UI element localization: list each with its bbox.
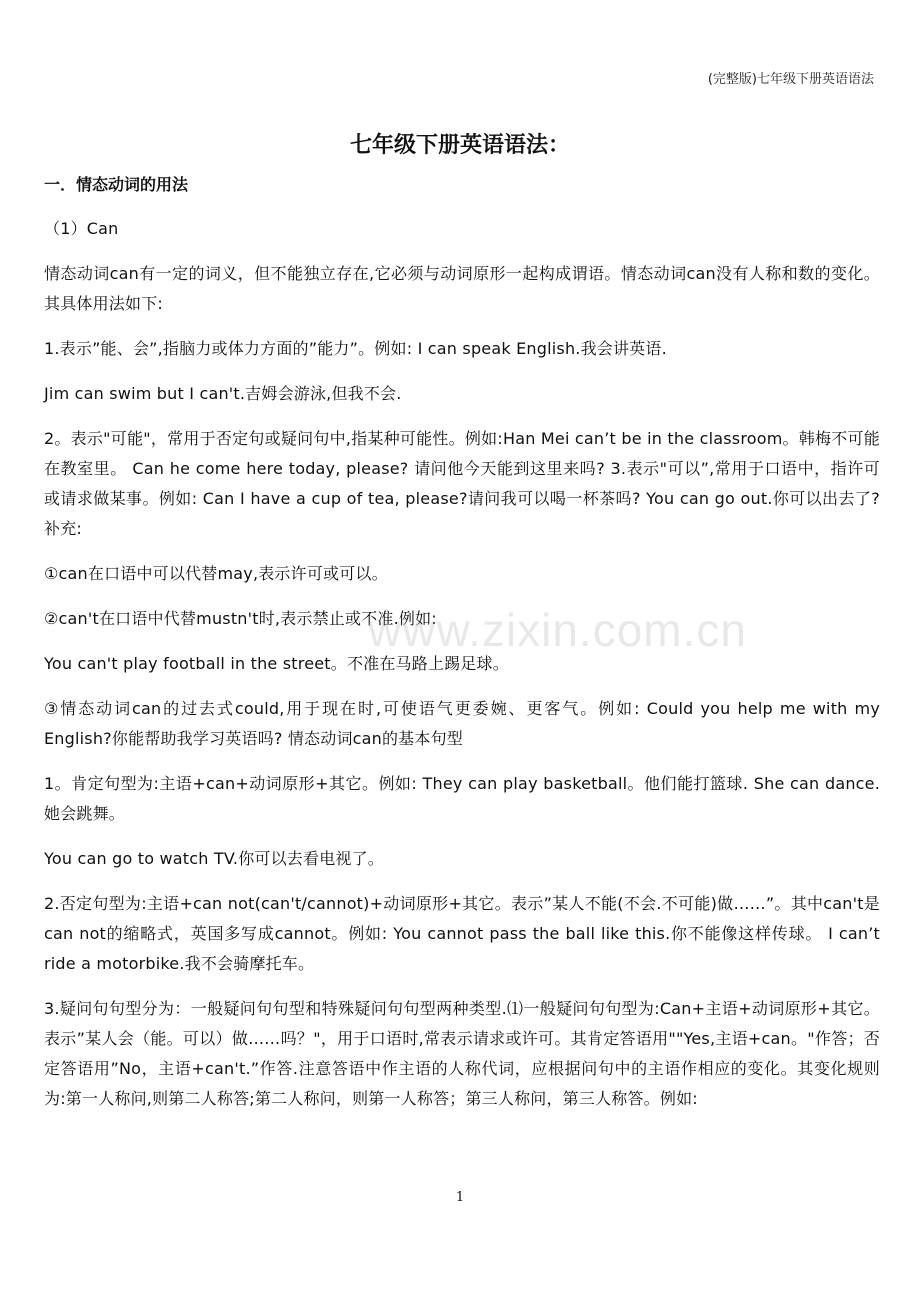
paragraph-interrogative: 3.疑问句句型分为：一般疑问句句型和特殊疑问句句型两种类型.⑴一般疑问句句型为:Can+主语+动词原形+其它。表示”某人会（能。可以）做……吗？"，用于口语时,常表示请求或许可。其肯定答语用""Yes,主语+can。"作答；否定答语用”No，主语+can't.”作答.注意答语中作主语的人称代词，应根据问句中的主语作相应的变化。其变化规则为:第一人称问,则第二人称答;第二人称问，则第一人称答；第三人称问，第三人称答。例如: [44,999,880,1108]
paragraph-note-1: ①can在口语中可以代替may,表示许可或可以。 [44,564,388,583]
page-title: 七年级下册英语语法： [349,133,570,158]
paragraph-example-jim: Jim can swim but I can't.吉姆会游泳,但我不会. [44,384,402,403]
paragraph-affirmative: 1。肯定句型为:主语+can+动词原形+其它。例如: They can play basketball。他们能打篮球. She can dance.她会跳舞。 [44,774,880,823]
document-body [44,214,880,1129]
paragraph-example-football: You can't play football in the street。不准在马路上踢足球。 [44,654,509,673]
paragraph-usage-2-3: 2。表示"可能"，常用于否定句或疑问句中,指某种可能性。例如:Han Mei can’t be in the classroom。韩梅不可能在教室里。 Can he come here today, please? 请问他今天能到这里来吗? 3.表示"可以”,常用于口语中，指许可或请求做某事。例如: Can I have a cup of tea, please?请问我可以喝一杯茶吗? You can go out.你可以出去了? 补充: [44,429,880,538]
paragraph-intro: 情态动词can有一定的词义，但不能独立存在,它必须与动词原形一起构成谓语。情态动词can没有人称和数的变化。其具体用法如下: [44,264,880,313]
paragraph-negative: 2.否定句型为:主语+can not(can't/cannot)+动词原形+其它。表示”某人不能(不会.不可能)做……”。其中can't是can not的缩略式，英国多写成cannot。例如: You cannot pass the ball like this.你不能像这样传球。 I can’t ride a motorbike.我不会骑摩托车。 [44,894,880,973]
paragraph-note-2: ②can't在口语中代替mustn't时,表示禁止或不准.例如: [44,609,437,628]
document-header-label: (完整版)七年级下册英语语法 [707,72,874,87]
paragraph-can-heading: （1）Can [44,219,119,238]
paragraph-note-3: ③情态动词can的过去式could,用于现在时,可使语气更委婉、更客气。例如: Could you help me with my English?你能帮助我学习英语吗? 情态动词can的基本句型 [44,699,880,748]
paragraph-example-tv: You can go to watch TV.你可以去看电视了。 [44,849,385,868]
section-heading: 一．情态动词的用法 [44,175,189,194]
page-number: 1 [455,1190,465,1205]
watermark: www.zixin.com.cn [368,604,747,656]
paragraph-usage-1: 1.表示”能、会”,指脑力或体力方面的”能力”。例如: I can speak English.我会讲英语. [44,339,667,358]
